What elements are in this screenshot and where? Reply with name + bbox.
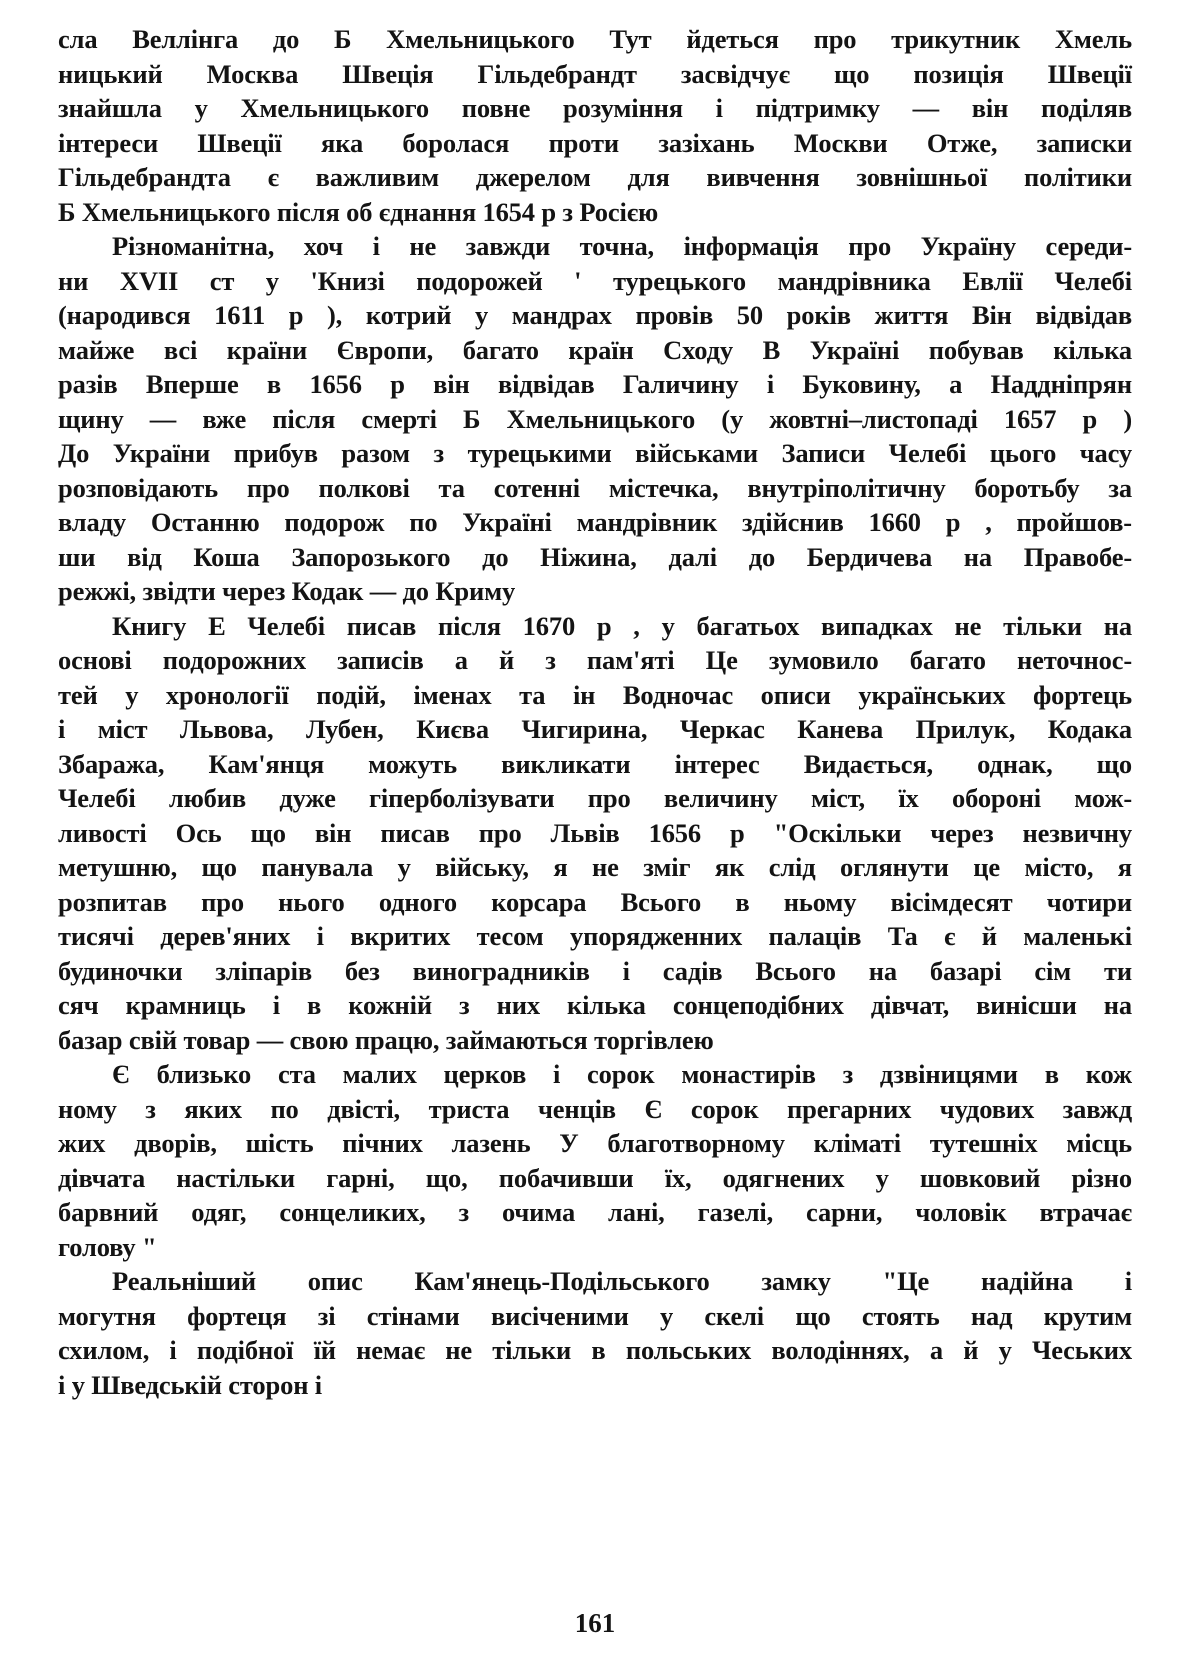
text-line: ному з яких по двісті, триста ченців Є сорок прегарних чудових завжд bbox=[58, 1093, 1132, 1124]
paragraph-2 bbox=[58, 229, 1132, 609]
text-line: розпитав про нього одного корсара Всього в ньому вісімдесят чотири bbox=[58, 886, 1132, 917]
text-line: жих дворів, шість пічних лазень У благотворному кліматі тутешніх місць bbox=[58, 1128, 1132, 1158]
text-line: разів Вперше в 1656 р він відвідав Галичину і Буковину, а Наддніпрян bbox=[58, 369, 1132, 399]
text-line: майже всі країни Європи, багато країн Сходу В Україні побував кілька bbox=[58, 334, 1132, 365]
text-line: режжі, звідти через Кодак — до Криму bbox=[58, 576, 516, 606]
text-line: Є близько ста малих церков і сорок монастирів з дзвіницями в кож bbox=[112, 1059, 1132, 1089]
paragraph-1 bbox=[58, 22, 1132, 229]
text-line: Книгу Е Челебі писав після 1670 р , у багатьох випадках не тільки на bbox=[112, 610, 1132, 641]
text-line: ши від Коша Запорозького до Ніжина, далі до Бердичева на Правобе- bbox=[58, 541, 1132, 572]
text-line: голову " bbox=[58, 1231, 157, 1262]
text-line: основі подорожних записів а й з пам'яті Це зумовило багато неточнос- bbox=[58, 645, 1132, 675]
text-line: До України прибув разом з турецькими військами Записи Челебі цього часу bbox=[58, 438, 1132, 468]
text-line: Гільдебрандта є важливим джерелом для вивчення зовнішньої політики bbox=[58, 162, 1132, 192]
text-line: розповідають про полкові та сотенні містечка, внутріполітичну боротьбу за bbox=[58, 472, 1132, 503]
text-line: Челебі любив дуже гіперболізувати про величину міст, їх обороні мож- bbox=[58, 783, 1132, 813]
page-number: 161 bbox=[574, 1608, 616, 1638]
text-line: сяч крамниць і в кожній з них кілька сонцеподібних дівчат, винісши на bbox=[58, 990, 1132, 1020]
text-line: ницький Москва Швеція Гільдебрандт засвідчує що позиція Швеції bbox=[58, 58, 1132, 89]
text-line: (народився 1611 р ), котрий у мандрах провів 50 років життя Він відвідав bbox=[58, 300, 1132, 330]
text-line: Різноманітна, хоч і не завжди точна, інформація про Україну середи- bbox=[112, 231, 1132, 261]
text-line: знайшла у Хмельницького повне розуміння і підтримку — він поділяв bbox=[58, 93, 1132, 123]
text-line: тей у хронології подій, іменах та ін Водночас описи українських фортець bbox=[58, 679, 1132, 710]
text-line: сла Веллінга до Б Хмельницького Тут йдеться про трикутник Хмель bbox=[58, 24, 1132, 54]
text-line: і міст Львова, Лубен, Києва Чигирина, Черкас Канева Прилук, Кодака bbox=[58, 714, 1132, 744]
text-line: ни XVII ст у 'Книзі подорожей ' турецького мандрівника Евлії Челебі bbox=[58, 265, 1132, 296]
text-line: і у Шведській сторон і bbox=[58, 1369, 323, 1400]
text-line: могутня фортеця зі стінами висіченими у скелі що стоять над крутим bbox=[58, 1300, 1132, 1331]
text-line: владу Останню подорож по Україні мандрівник здійснив 1660 р , пройшов- bbox=[58, 507, 1132, 537]
paragraph-3 bbox=[58, 609, 1132, 1058]
text-line: дівчата настільки гарні, що, побачивши їх, одягнених у шовковий різно bbox=[58, 1162, 1132, 1193]
text-line: Збаража, Кам'янця можуть викликати інтерес Видається, однак, що bbox=[58, 748, 1132, 779]
text-line: базар свій товар — свою працю, займаються торгівлею bbox=[58, 1024, 714, 1055]
text-line: тисячі дерев'яних і вкритих тесом упорядженних палаців Та є й маленькі bbox=[58, 921, 1132, 951]
text-line: будиночки зліпарів без виноградників і садів Всього на базарі сім ти bbox=[58, 955, 1132, 986]
text-line: ливості Ось що він писав про Львів 1656 р "Оскільки через незвичну bbox=[58, 817, 1132, 848]
text-line: схилом, і подібної їй немає не тільки в польських володіннях, а й у Чеських bbox=[58, 1335, 1132, 1365]
paragraph-5 bbox=[58, 1264, 1132, 1402]
text-line: барвний одяг, сонцеликих, з очима лані, газелі, сарни, чоловік втрачає bbox=[58, 1197, 1132, 1227]
text-line: інтереси Швеції яка боролася проти зазіхань Москви Отже, записки bbox=[58, 127, 1132, 158]
text-line: Б Хмельницького після об єднання 1654 р з Росією bbox=[58, 196, 659, 227]
paragraph-4 bbox=[58, 1057, 1132, 1264]
text-line: щину — вже після смерті Б Хмельницького (у жовтні–листопаді 1657 р ) bbox=[58, 403, 1132, 434]
text-line: метушню, що панувала у війську, я не зміг як слід оглянути це місто, я bbox=[58, 852, 1132, 882]
page-body bbox=[58, 22, 1132, 1402]
text-line: Реальніший опис Кам'янець-Подільського замку "Це надійна і bbox=[112, 1266, 1132, 1296]
